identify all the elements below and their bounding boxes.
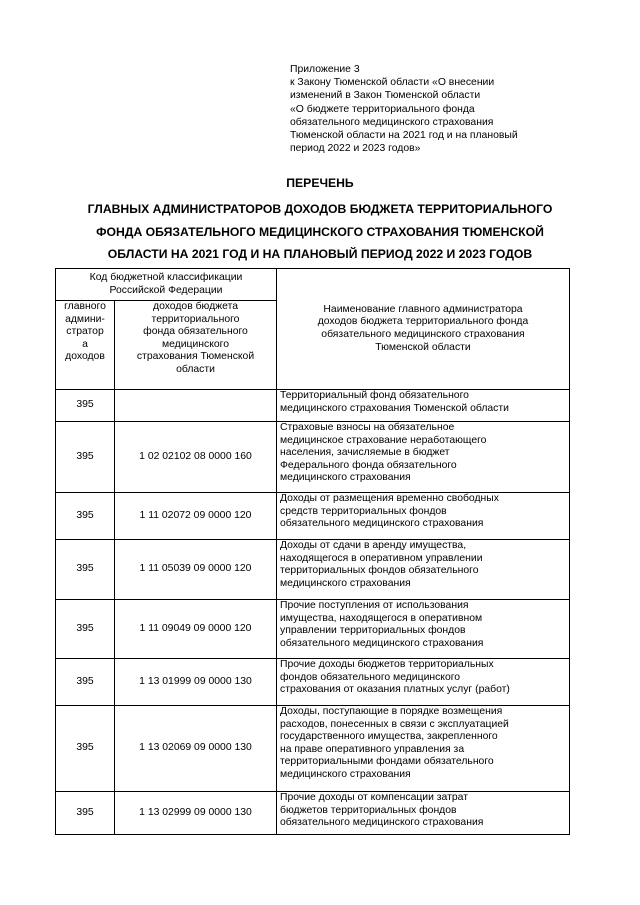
header-name-cell	[277, 269, 570, 390]
name-line: Прочие доходы бюджетов территориальных	[280, 659, 494, 670]
document-title	[40, 176, 600, 266]
name-line: территориальными фондами обязательного	[280, 756, 494, 768]
name-cell	[277, 792, 570, 835]
name-cell	[277, 493, 570, 540]
name-line: государственного имущества, закрепленного	[280, 731, 498, 743]
income-code-cell: 1 11 09049 09 0000 120	[115, 600, 277, 659]
title-line: ГЛАВНЫХ АДМИНИСТРАТОРОВ ДОХОДОВ БЮДЖЕТА ТЕРРИТОРИАЛЬНОГО	[87, 202, 553, 216]
header-text: админи-	[65, 313, 105, 325]
income-code-cell	[115, 390, 277, 422]
name-line: Доходы, поступающие в порядке возмещения	[280, 706, 503, 717]
name-line: Доходы от размещения временно свободных	[280, 493, 499, 504]
admin-code-cell: 395	[56, 792, 115, 835]
header-text: Тюменской области	[375, 341, 471, 353]
header-text: Российской Федерации	[109, 284, 223, 296]
name-cell	[277, 390, 570, 422]
header-text: доходов бюджета территориального фонда	[317, 316, 529, 328]
income-code-cell: 1 02 02102 08 0000 160	[115, 422, 277, 493]
name-cell	[277, 659, 570, 706]
name-cell	[277, 706, 570, 792]
header-text: медицинского	[161, 338, 230, 350]
name-line: управлении территориальных фондов	[280, 625, 466, 637]
title-line: ФОНДА ОБЯЗАТЕЛЬНОГО МЕДИЦИНСКОГО СТРАХОВАНИЯ ТЮМЕНСКОЙ	[96, 224, 544, 239]
table-row	[56, 792, 570, 835]
name-line: территориальных фондов обязательного	[280, 565, 479, 577]
table-row	[56, 390, 570, 422]
appendix-line: изменений в Закон Тюменской области	[290, 90, 481, 102]
income-code-cell: 1 13 02069 09 0000 130	[115, 706, 277, 792]
name-line: Прочие поступления от использования	[280, 600, 469, 611]
name-line: обязательного медицинского страхования	[280, 518, 484, 530]
name-line: обязательного медицинского страхования	[280, 817, 484, 829]
admin-code-cell: 395	[56, 390, 115, 422]
header-text: Код бюджетной классификации	[89, 271, 243, 283]
name-line: Прочие доходы от компенсации затрат	[280, 792, 468, 803]
title-line: ОБЛАСТИ НА 2021 ГОД И НА ПЛАНОВЫЙ ПЕРИОД 2022 И 2023 ГОДОВ	[107, 247, 533, 261]
name-line: расходов, понесенных в связи с эксплуатацией	[280, 718, 509, 730]
admin-code-cell: 395	[56, 600, 115, 659]
header-admin-cell	[56, 301, 115, 390]
income-code-cell: 1 11 02072 09 0000 120	[115, 493, 277, 540]
income-code-cell: 1 13 01999 09 0000 130	[115, 659, 277, 706]
name-line: медицинского страхования	[280, 472, 411, 484]
header-text: главного	[64, 301, 106, 312]
name-line: Страховые взносы на обязательное	[280, 422, 455, 433]
name-line: населения, зачисляемые в бюджет	[280, 447, 450, 459]
table-row	[56, 493, 570, 540]
name-line: имущества, находящегося в оперативном	[280, 612, 483, 624]
title-heading: ПЕРЕЧЕНЬ	[286, 176, 354, 190]
name-line: обязательного медицинского страхования	[280, 637, 484, 649]
income-code-cell: 1 13 02999 09 0000 130	[115, 792, 277, 835]
name-cell	[277, 540, 570, 600]
appendix-line: «О бюджете территориального фонда	[290, 103, 475, 115]
name-cell	[277, 422, 570, 493]
header-text: страхования Тюменской	[136, 351, 255, 363]
name-line: Доходы от сдачи в аренду имущества,	[280, 540, 467, 551]
name-line: средств территориальных фондов	[280, 505, 447, 517]
table-row	[56, 706, 570, 792]
admin-code-cell: 395	[56, 493, 115, 540]
header-text: территориального	[151, 313, 240, 325]
admin-code-cell: 395	[56, 540, 115, 600]
name-cell	[277, 600, 570, 659]
header-text: доходов	[65, 351, 105, 363]
name-line: медицинского страхования Тюменской области	[280, 402, 509, 414]
appendix-line: период 2022 и 2023 годов»	[290, 143, 421, 155]
admin-code-cell: 395	[56, 659, 115, 706]
appendix-note	[290, 63, 590, 155]
header-text: стратор	[66, 326, 104, 338]
appendix-line: Тюменской области на 2021 год и на плановый	[290, 130, 518, 142]
name-line: Федерального фонда обязательного	[280, 459, 457, 471]
header-code-cell	[115, 301, 277, 390]
name-line: находящегося в оперативном управлении	[280, 552, 483, 564]
header-text: области	[176, 363, 215, 375]
appendix-line: обязательного медицинского страхования	[290, 116, 494, 128]
header-group-cell	[56, 269, 277, 301]
name-line: медицинское страхование неработающего	[280, 434, 487, 446]
name-line: страхования от оказания платных услуг (работ)	[280, 684, 510, 696]
name-line: Территориальный фонд обязательного	[280, 390, 469, 401]
name-line: медицинского страхования	[280, 768, 411, 780]
income-code-cell: 1 11 05039 09 0000 120	[115, 540, 277, 600]
admin-code-cell: 395	[56, 706, 115, 792]
appendix-line: к Закону Тюменской области «О внесении	[290, 77, 495, 89]
table-row	[56, 540, 570, 600]
header-text: а	[82, 338, 88, 350]
name-line: медицинского страхования	[280, 577, 411, 589]
name-line: на праве оперативного управления за	[280, 743, 465, 755]
table-row	[56, 600, 570, 659]
header-text: обязательного медицинского страхования	[321, 329, 525, 340]
header-text: фонда обязательного	[143, 326, 248, 338]
admin-code-cell: 395	[56, 422, 115, 493]
table-row	[56, 422, 570, 493]
name-line: бюджетов территориальных фондов	[280, 804, 457, 816]
appendix-line: Приложение 3	[290, 64, 360, 75]
name-line: фондов обязательного медицинского	[280, 671, 461, 683]
table-row	[56, 659, 570, 706]
header-text: Наименование главного администратора	[323, 303, 523, 315]
administrators-table	[55, 268, 570, 835]
header-text: доходов бюджета	[153, 301, 238, 312]
